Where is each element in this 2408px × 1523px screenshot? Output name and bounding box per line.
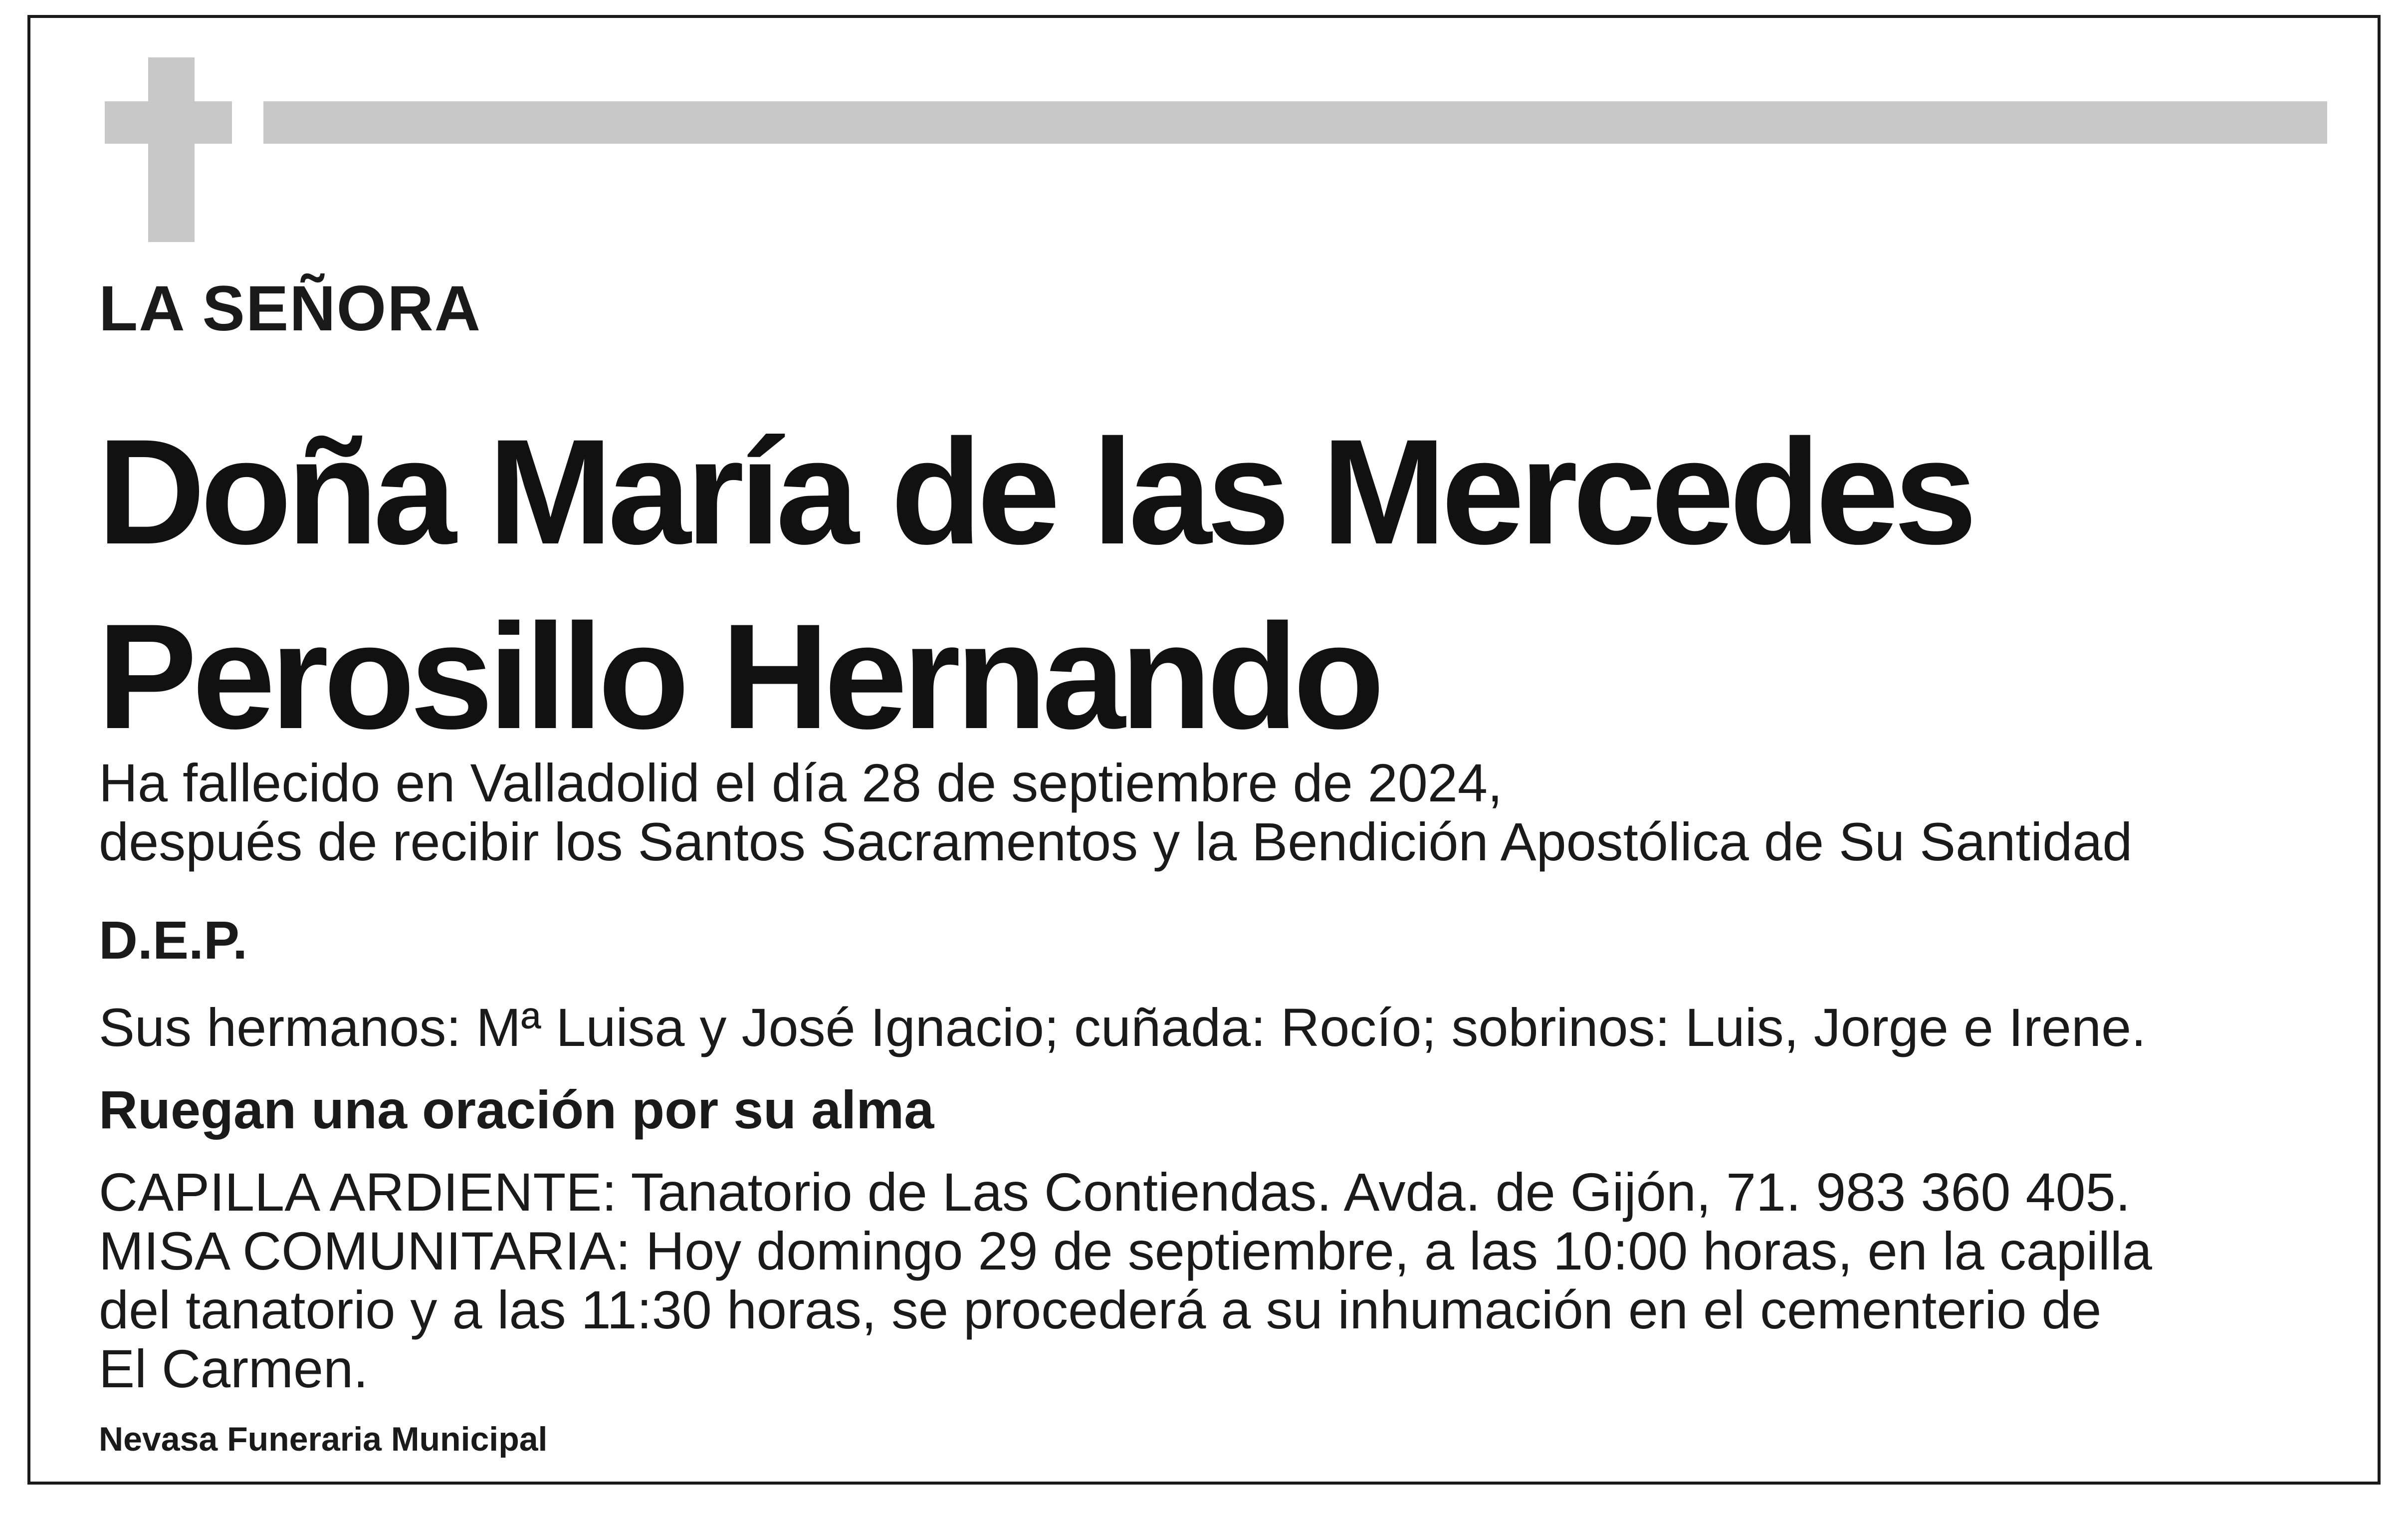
details-line-1: CAPILLA ARDIENTE: Tanatorio de Las Contiendas. Avda. de Gijón, 71. 983 360 405. [99, 1162, 2131, 1222]
header-rule [263, 101, 2327, 144]
deceased-name-line-2: Perosillo Hernando [97, 592, 1380, 760]
deceased-name-line-1: Doña María de las Mercedes [97, 408, 1972, 575]
family-list: Sus hermanos: Mª Luisa y José Ignacio; cuñada: Rocío; sobrinos: Luis, Jorge e Irene. [99, 997, 2147, 1057]
details-line-2: MISA COMUNITARIA: Hoy domingo 29 de septiembre, a las 10:00 horas, en la capilla [99, 1221, 2152, 1281]
cross-vertical-beam [148, 57, 195, 242]
details-line-4: El Carmen. [99, 1338, 369, 1399]
death-announcement [99, 754, 2132, 871]
title-prefix: LA SEÑORA [99, 273, 482, 344]
details-line-3: del tanatorio y a las 11:30 horas, se procederá a su inhumación en el cementerio de [99, 1279, 2102, 1340]
death-line-2: después de recibir los Santos Sacramentos y la Bendición Apostólica de Su Santidad [99, 811, 2133, 872]
deceased-name [97, 399, 1972, 768]
funeral-home-name: Nevasa Funeraria Municipal [99, 1420, 548, 1458]
prayer-request: Ruegan una oración por su alma [99, 1079, 934, 1140]
funeral-details [99, 1163, 2152, 1398]
dep-label: D.E.P. [99, 910, 248, 970]
death-line-1: Ha fallecido en Valladolid el día 28 de septiembre de 2024, [99, 753, 1503, 813]
cross-horizontal-beam [105, 101, 232, 144]
